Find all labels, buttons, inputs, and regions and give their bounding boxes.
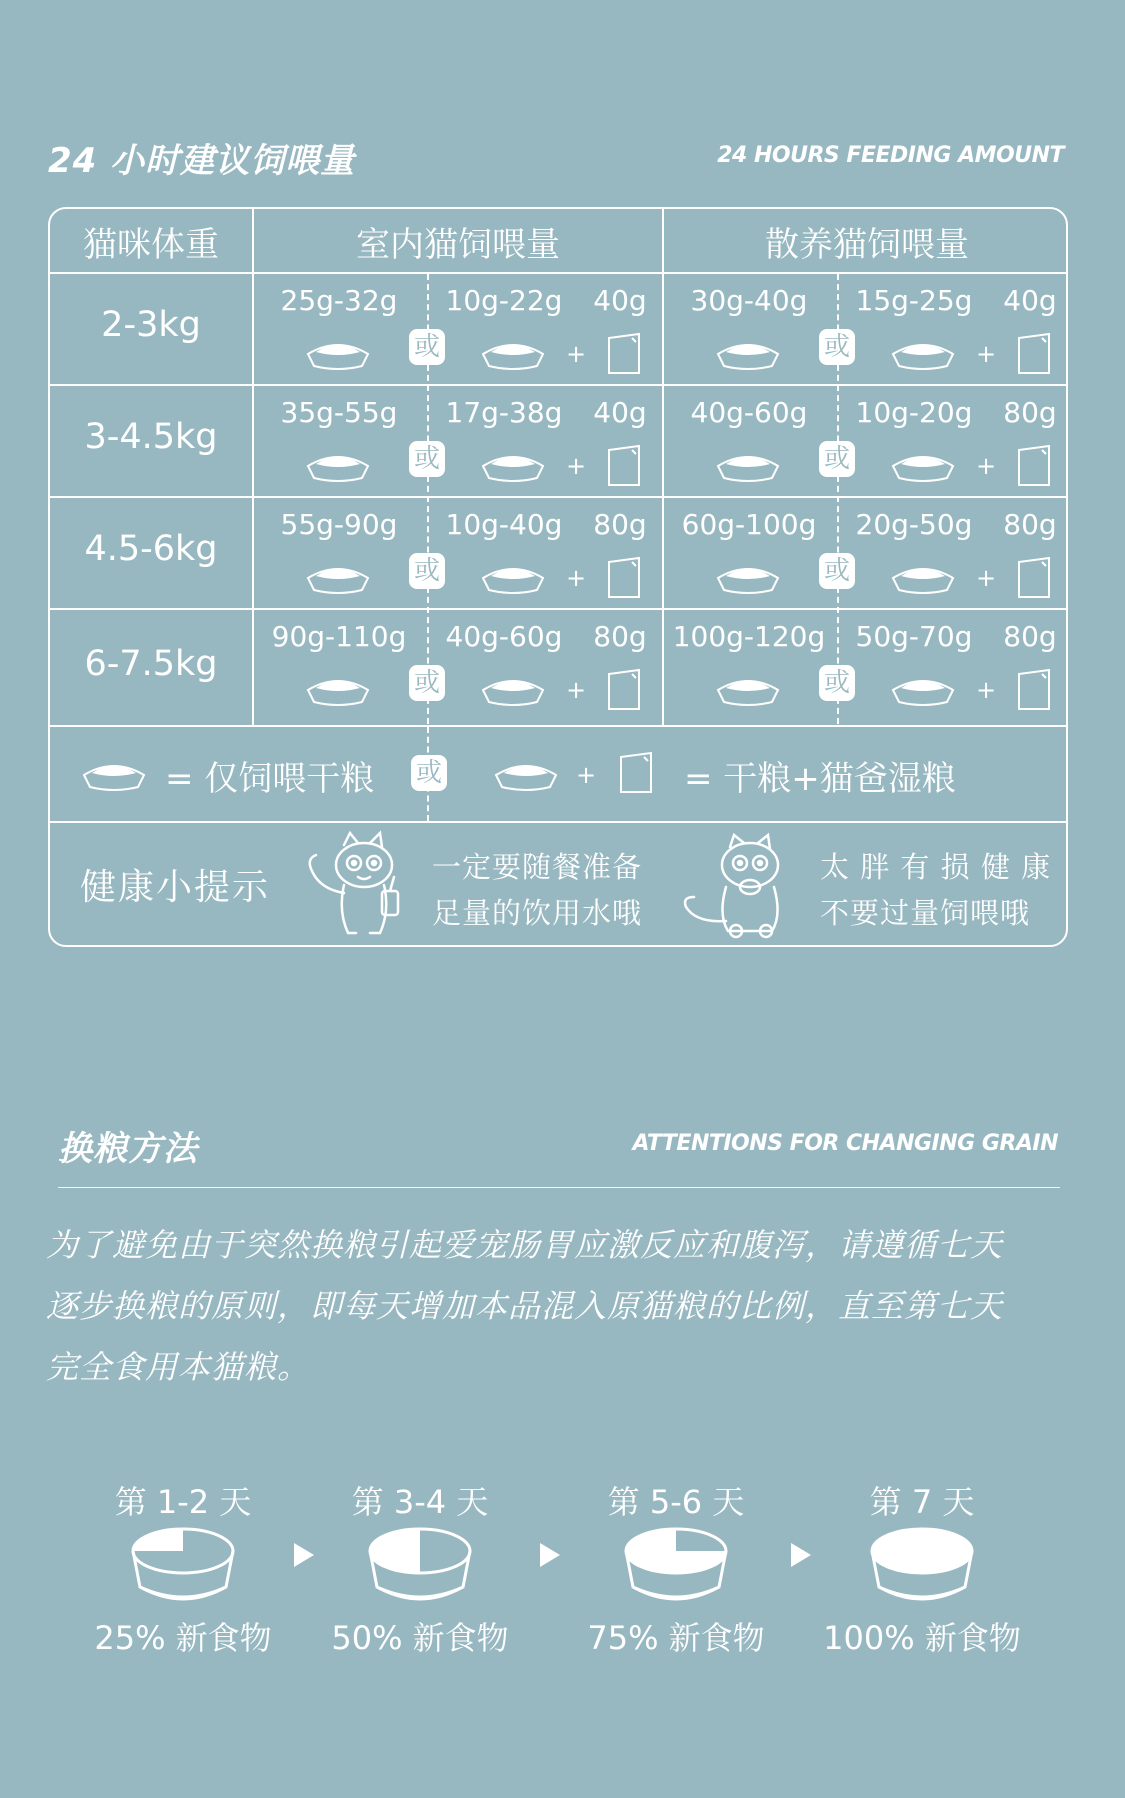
or-badge: 或 <box>819 441 855 477</box>
or-badge: 或 <box>409 553 445 589</box>
wet-food-pouch-icon <box>1016 330 1052 376</box>
food-bowl-icon <box>304 556 372 594</box>
wet-food-pouch-icon <box>606 330 642 376</box>
plus-sign: + <box>976 340 997 368</box>
mix-dry-amount: 10g-20g <box>855 396 973 429</box>
food-bowl-progress-icon <box>128 1521 238 1607</box>
food-bowl-icon <box>714 668 782 706</box>
play-arrow-icon <box>538 1541 562 1569</box>
or-badge: 或 <box>411 755 447 791</box>
step-percentage: 75% 新食物 <box>587 1619 765 1657</box>
dry-amount: 25g-32g <box>280 284 398 317</box>
step-percentage: 50% 新食物 <box>331 1619 509 1657</box>
tip2-line1: 太 胖 有 损 健 康 <box>820 850 1052 884</box>
food-bowl-icon <box>492 753 560 791</box>
changing-intro <box>46 1215 1086 1398</box>
dry-amount: 35g-55g <box>280 396 398 429</box>
mix-dry-amount: 15g-25g <box>855 284 973 317</box>
food-bowl-icon <box>889 332 957 370</box>
mix-dry-amount: 40g-60g <box>445 620 563 653</box>
weight-cell: 4.5-6kg <box>84 529 218 569</box>
intro-line: 逐步换粮的原则，即每天增加本品混入原猫粮的比例，直至第七天 <box>46 1287 1004 1325</box>
mix-dry-amount: 50g-70g <box>855 620 973 653</box>
food-bowl-icon <box>889 444 957 482</box>
step-day: 第 3-4 天 <box>351 1483 489 1521</box>
wet-food-pouch-icon <box>1016 666 1052 712</box>
dry-amount: 55g-90g <box>280 508 398 541</box>
mix-wet-amount: 40g <box>593 284 647 317</box>
mix-wet-amount: 80g <box>1003 396 1057 429</box>
legend-mix: = 干粮+猫爸湿粮 <box>684 759 956 799</box>
food-bowl-icon <box>80 753 148 791</box>
food-bowl-icon <box>714 332 782 370</box>
changing-subtitle: ATTENTIONS FOR CHANGING GRAIN <box>632 1131 1058 1156</box>
step-percentage: 100% 新食物 <box>823 1619 1021 1657</box>
table-divider <box>50 725 1066 727</box>
food-bowl-icon <box>479 556 547 594</box>
changing-title: 换粮方法 <box>58 1129 198 1169</box>
wet-food-pouch-icon <box>606 666 642 712</box>
or-badge: 或 <box>409 441 445 477</box>
step-percentage: 25% 新食物 <box>94 1619 272 1657</box>
step-day: 第 5-6 天 <box>607 1483 745 1521</box>
dry-amount: 30g-40g <box>690 284 808 317</box>
wet-food-pouch-icon <box>606 442 642 488</box>
food-bowl-progress-icon <box>621 1521 731 1607</box>
step-day: 第 7 天 <box>869 1483 975 1521</box>
table-divider <box>50 608 1066 610</box>
section-rule <box>58 1187 1060 1188</box>
food-bowl-icon <box>714 556 782 594</box>
food-bowl-icon <box>304 332 372 370</box>
mix-wet-amount: 40g <box>593 396 647 429</box>
plus-sign: + <box>976 676 997 704</box>
changing-section-header <box>58 1121 1058 1171</box>
or-badge: 或 <box>819 665 855 701</box>
feeding-title: 24 小时建议饲喂量 <box>48 141 356 181</box>
food-bowl-icon <box>304 444 372 482</box>
mix-wet-amount: 80g <box>1003 620 1057 653</box>
or-badge: 或 <box>409 329 445 365</box>
dry-amount: 40g-60g <box>690 396 808 429</box>
tip1-line2: 足量的饮用水哦 <box>432 896 643 930</box>
wet-food-pouch-icon <box>606 554 642 600</box>
header-indoor: 室内猫饲喂量 <box>356 225 560 265</box>
play-arrow-icon <box>789 1541 813 1569</box>
mix-dry-amount: 10g-22g <box>445 284 563 317</box>
or-badge: 或 <box>819 553 855 589</box>
food-bowl-icon <box>479 444 547 482</box>
food-bowl-icon <box>479 332 547 370</box>
mix-dry-amount: 17g-38g <box>445 396 563 429</box>
feeding-section-header <box>48 133 1064 183</box>
food-bowl-icon <box>304 668 372 706</box>
intro-line: 为了避免由于突然换粮引起爱宠肠胃应激反应和腹泻，请遵循七天 <box>46 1226 1004 1264</box>
legend-dry-only: = 仅饲喂干粮 <box>165 759 375 799</box>
weight-cell: 3-4.5kg <box>84 417 218 457</box>
plus-sign: + <box>976 452 997 480</box>
wet-food-pouch-icon <box>618 749 654 795</box>
food-bowl-icon <box>889 668 957 706</box>
plus-sign: + <box>566 452 587 480</box>
weight-cell: 6-7.5kg <box>84 643 218 684</box>
step-day: 第 1-2 天 <box>114 1483 252 1521</box>
feeding-subtitle: 24 HOURS FEEDING AMOUNT <box>717 143 1064 168</box>
header-outdoor: 散养猫饲喂量 <box>765 225 969 265</box>
plus-sign: + <box>576 761 597 789</box>
weight-cell: 2-3kg <box>101 305 201 345</box>
mix-wet-amount: 80g <box>593 508 647 541</box>
mix-wet-amount: 80g <box>593 620 647 653</box>
food-bowl-icon <box>889 556 957 594</box>
plus-sign: + <box>566 676 587 704</box>
plus-sign: + <box>566 564 587 592</box>
plus-sign: + <box>566 340 587 368</box>
plus-sign: + <box>976 564 997 592</box>
food-bowl-icon <box>479 668 547 706</box>
food-bowl-icon <box>714 444 782 482</box>
table-divider <box>50 496 1066 498</box>
cat-drinking-illustration <box>292 829 410 945</box>
or-badge: 或 <box>409 665 445 701</box>
cat-eating-illustration <box>678 831 814 943</box>
wet-food-pouch-icon <box>1016 554 1052 600</box>
mix-dry-amount: 10g-40g <box>445 508 563 541</box>
tip1-line1: 一定要随餐准备 <box>432 850 643 884</box>
dry-amount: 100g-120g <box>672 620 826 653</box>
wet-food-pouch-icon <box>1016 442 1052 488</box>
play-arrow-icon <box>292 1541 316 1569</box>
table-divider <box>50 384 1066 386</box>
table-divider <box>50 272 1066 274</box>
mix-dry-amount: 20g-50g <box>855 508 973 541</box>
header-weight: 猫咪体重 <box>83 225 219 265</box>
dry-amount: 60g-100g <box>681 508 817 541</box>
tip2-line2: 不要过量饲喂哦 <box>820 896 1031 930</box>
dry-amount: 90g-110g <box>271 620 407 653</box>
table-divider <box>50 821 1066 823</box>
or-badge: 或 <box>819 329 855 365</box>
intro-line: 完全食用本猫粮。 <box>46 1348 311 1386</box>
food-bowl-progress-icon <box>365 1521 475 1607</box>
food-bowl-progress-icon <box>867 1521 977 1607</box>
tips-title: 健康小提示 <box>80 867 271 908</box>
mix-wet-amount: 40g <box>1003 284 1057 317</box>
mix-wet-amount: 80g <box>1003 508 1057 541</box>
feeding-table <box>48 207 1068 947</box>
